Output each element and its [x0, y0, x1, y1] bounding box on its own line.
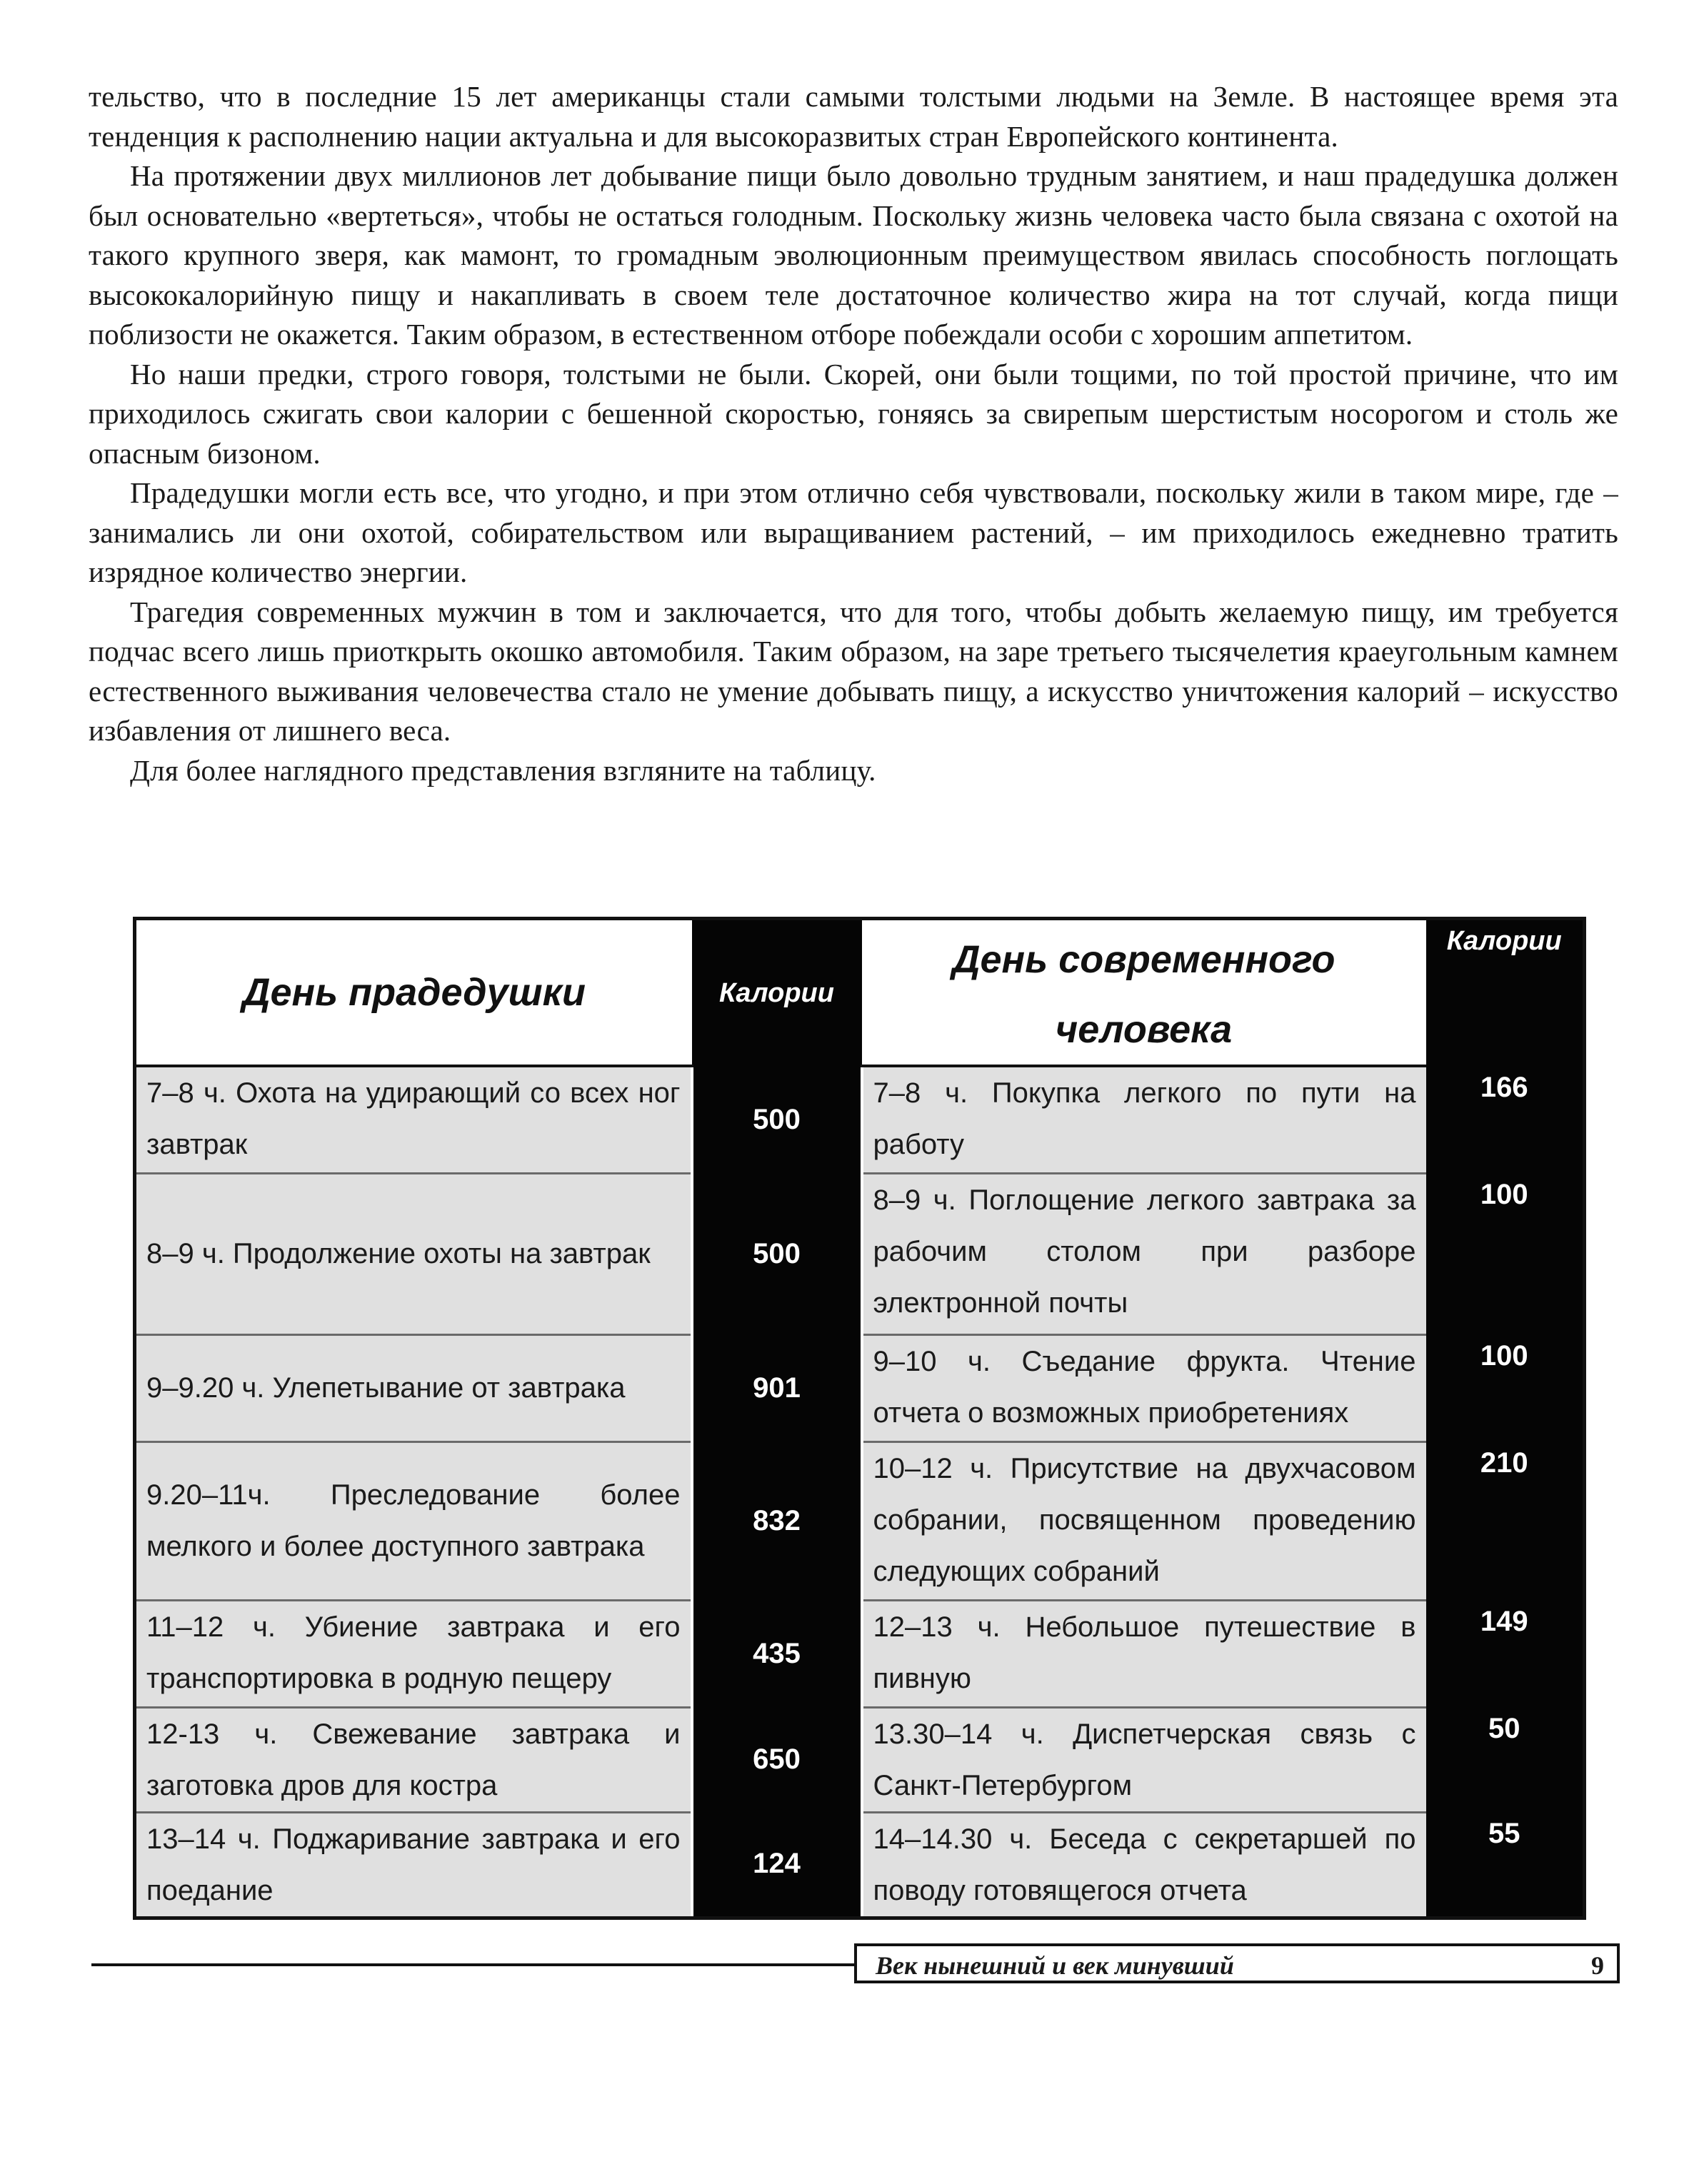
page-number: 9 [1591, 1951, 1604, 1980]
calorie-comparison-table [133, 917, 1586, 1920]
modern-activity: 7–8 ч. Покупка легкого по пути на работу [862, 1066, 1426, 1173]
paragraph: Трагедия современных мужчин в том и заключается, что для того, чтобы добыть желаемую пищу, им требуется подчас всего лишь приоткрыть окошко автомобиля. Таким образом, на заре третьего тысячелетия краеугольным камнем естественного выживания человечества стало не умение добывать пищу, а искусство уничтожения калорий – искусство избавления от лишнего веса. [89, 595, 1618, 747]
ancestor-day-header: День прадедушки [135, 919, 692, 1067]
table-row [135, 1334, 1585, 1441]
ancestor-calories: 500 [692, 1066, 862, 1173]
ancestor-calories: 435 [692, 1600, 862, 1707]
running-footer [854, 1943, 1620, 1983]
paragraph: На протяжении двух миллионов лет добывание пищи было довольно трудным занятием, и наш прадедушка должен был основательно «вертеться», чтобы не остаться голодным. Поскольку жизнь человека часто была связана с охотой на такого крупного зверя, как мамонт, то громадным эволюционным преимуществом явилась способность поглощать высококалорийную пищу и накапливать в своем теле достаточное количество жира на тот случай, когда пищи поблизости не окажется. Таким образом, в естественном отборе побеждали особи с хорошим аппетитом. [89, 159, 1618, 351]
ancestor-calories: 124 [692, 1812, 862, 1918]
ancestor-activity: 12-13 ч. Свежевание завтрака и заготовка дров для костра [135, 1707, 692, 1812]
ancestor-activity: 9.20–11ч. Преследование более мелкого и более доступного завтрака [135, 1441, 692, 1600]
footer-title: Век нынешний и век минувший [876, 1951, 1234, 1980]
body-text [89, 77, 1618, 790]
table-row [135, 1173, 1585, 1334]
modern-activity: 14–14.30 ч. Беседа с секретаршей по поводу готовящегося отчета [862, 1812, 1426, 1918]
paragraph: Для более наглядного представления взгляните на таблицу. [130, 753, 876, 787]
table-row [135, 1066, 1585, 1173]
modern-calories: 166 [1426, 1066, 1585, 1173]
ancestor-calories-header: Калории [692, 919, 862, 1067]
modern-activity: 8–9 ч. Поглощение легкого завтрака за рабочим столом при разборе электронной почты [862, 1173, 1426, 1334]
table-row [135, 1600, 1585, 1707]
modern-day-header-line2: человека [1055, 1008, 1233, 1051]
ancestor-activity: 7–8 ч. Охота на удирающий со всех ног завтрак [135, 1066, 692, 1173]
ancestor-calories: 650 [692, 1707, 862, 1812]
paragraph: Прадедушки могли есть все, что угодно, и при этом отлично себя чувствовали, поскольку жили в таком мире, где – занимались ли они охотой, собирательством или выращиванием растений, – им приходилось ежедневно тратить изрядное количество энергии. [89, 476, 1618, 588]
ancestor-activity: 8–9 ч. Продолжение охоты на завтрак [135, 1173, 692, 1334]
ancestor-activity: 9–9.20 ч. Улепетывание от завтрака [135, 1334, 692, 1441]
modern-calories: 50 [1426, 1707, 1585, 1812]
ancestor-calories: 901 [692, 1334, 862, 1441]
modern-activity: 13.30–14 ч. Диспетчерская связь с Санкт-Петербургом [862, 1707, 1426, 1812]
footer-rule [91, 1963, 856, 1966]
modern-day-header [862, 919, 1426, 1067]
table-row [135, 1707, 1585, 1812]
modern-calories: 210 [1426, 1441, 1585, 1600]
ancestor-calories: 832 [692, 1441, 862, 1600]
paragraph: Но наши предки, строго говоря, толстыми не были. Скорей, они были тощими, по той простой причине, что им приходилось сжигать свои калории с бешенной скоростью, гоняясь за свирепым шерстистым носорогом и столь же опасным бизоном. [89, 357, 1618, 470]
table-row [135, 1441, 1585, 1600]
modern-activity: 12–13 ч. Небольшое путешествие в пивную [862, 1600, 1426, 1707]
table-row [135, 1812, 1585, 1918]
ancestor-activity: 11–12 ч. Убиение завтрака и его транспортировка в родную пещеру [135, 1600, 692, 1707]
ancestor-activity: 13–14 ч. Поджаривание завтрака и его поедание [135, 1812, 692, 1918]
modern-calories-header: Калории [1426, 919, 1585, 1067]
paragraph: тельство, что в последние 15 лет американцы стали самыми толстыми людьми на Земле. В настоящее время эта тенденция к располнению нации актуальна и для высокоразвитых стран Европейского континента. [89, 80, 1618, 153]
modern-calories: 149 [1426, 1600, 1585, 1707]
table-header-row [135, 919, 1585, 1067]
modern-activity: 9–10 ч. Съедание фрукта. Чтение отчета о возможных приобретениях [862, 1334, 1426, 1441]
modern-day-header-line1: День современного [952, 938, 1335, 981]
modern-activity: 10–12 ч. Присутствие на двухчасовом собрании, посвященном проведению следующих собраний [862, 1441, 1426, 1600]
modern-calories: 100 [1426, 1334, 1585, 1441]
ancestor-calories: 500 [692, 1173, 862, 1334]
modern-calories: 100 [1426, 1173, 1585, 1334]
modern-calories: 55 [1426, 1812, 1585, 1918]
